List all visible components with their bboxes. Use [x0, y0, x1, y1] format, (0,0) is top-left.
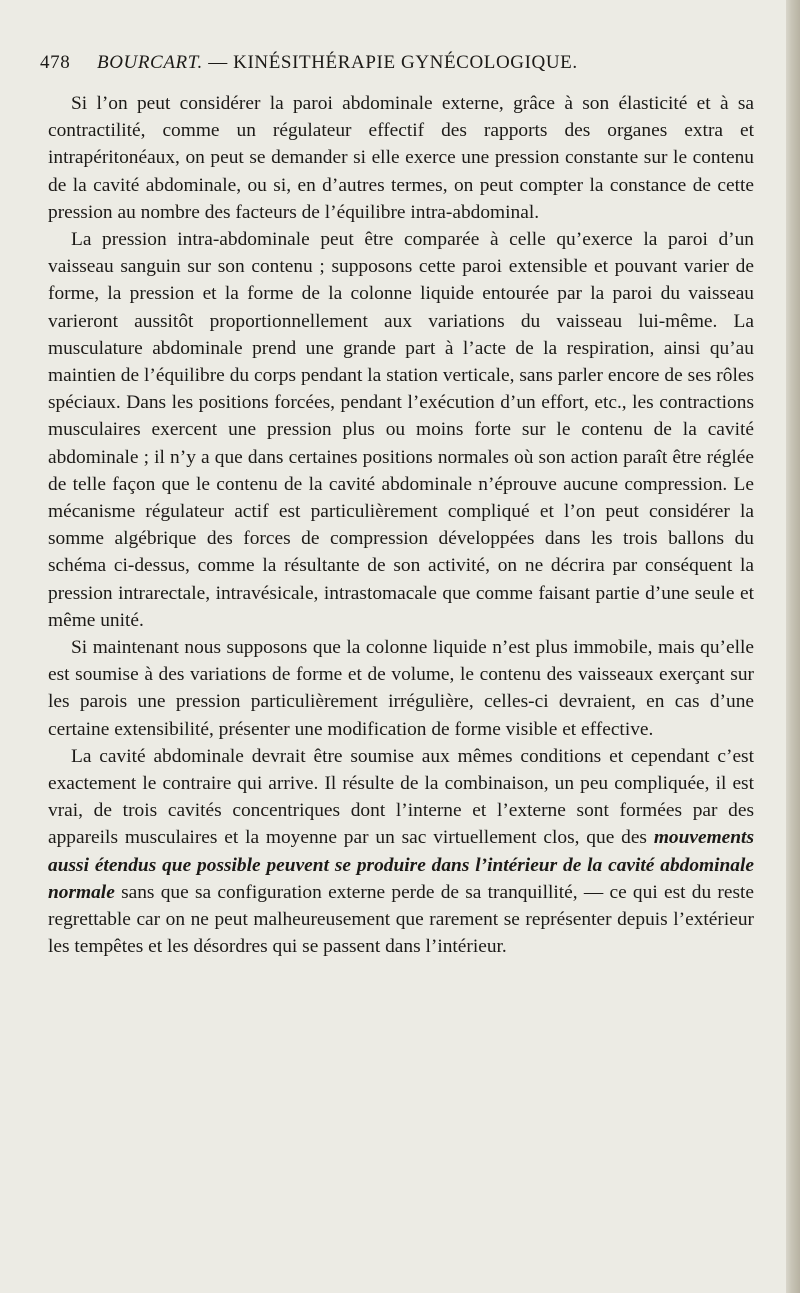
- running-header: [40, 52, 754, 80]
- page-number: 478: [40, 52, 71, 73]
- paragraph-4-text-before: La cavité abdominale devrait être soumise aux mêmes conditions et cependant c’est exactement le contraire qui arrive. Il résulte de la combinaison, un peu compliquée, il est vrai, de trois cavités concentriques dont l’interne et l’externe sont formées par des appareils musculaires et la moyenne par un sac virtuellement clos, que des: [48, 745, 754, 849]
- paragraph-4-text-after: sans que sa configuration externe perde de sa tranquillité, — ce qui est du reste regrettable car on ne peut malheureusement que rarement se représenter depuis l’extérieur les tempêtes et les désordres qui se passent dans l’intérieur.: [48, 881, 754, 958]
- paragraph-4-emphasis: mouvements aussi étendus que possible peuvent se produire dans l’intérieur de la cavité abdominale normale: [48, 827, 754, 903]
- header-author: BOURCART.: [97, 52, 203, 73]
- paragraph-3: Si maintenant nous supposons que la colonne liquide n’est plus immobile, mais qu’elle est soumise à des variations de forme et de volume, le contenu des vaisseaux exerçant sur les parois une pression particulièrement irrégulière, celles-ci devraient, en cas d’une certaine extensibilité, présenter une modification de forme visible et effective.: [48, 637, 754, 740]
- paragraph-2: La pression intra-abdominale peut être comparée à celle qu’exerce la paroi d’un vaisseau sanguin sur son contenu ; supposons cette paroi extensible et pouvant varier de forme, la pression et la forme de la colonne liquide entourée par la paroi du vaisseau varieront aussitôt proportionnellement aux variations du vaisseau lui-même. La musculature abdominale prend une grande part à l’acte de la respiration, ainsi qu’au maintien de l’équilibre du corps pendant la station verticale, sans parler encore de ses rôles spéciaux. Dans les positions forcées, pendant l’exécution d’un effort, etc., les contractions musculaires exercent une pression plus ou moins forte sur le contenu de la cavité abdominale ; il n’y a que dans certaines positions normales où son action paraît être réglée de telle façon que le contenu de la cavité abdominale n’éprouve aucune compression. Le mécanisme régulateur actif est particulièrement compliqué et l’on peut considérer la somme algébrique des forces de compression développées dans les trois ballons du schéma ci-dessus, comme la résultante de son activité, on ne décrira par conséquent la pression intrarectale, intravésicale, intrastomacale que comme faisant partie d’une seule et même unité.: [48, 229, 754, 631]
- body-text: [48, 90, 754, 961]
- page-edge: [786, 0, 800, 1293]
- paragraph-4: [48, 743, 754, 961]
- header-title: [97, 52, 578, 74]
- header-title-rest: — KINÉSITHÉRAPIE GYNÉCOLOGIQUE.: [202, 52, 578, 73]
- paragraph-1: Si l’on peut considérer la paroi abdominale externe, grâce à son élasticité et à sa contractilité, comme un régulateur effectif des rapports des organes extra et intrapéritonéaux, on peut se demander si elle exerce une pression constante sur le contenu de la cavité abdominale, ou si, en d’autres termes, on peut compter la constance de cette pression au nombre des facteurs de l’équilibre intra-abdominal.: [48, 93, 754, 223]
